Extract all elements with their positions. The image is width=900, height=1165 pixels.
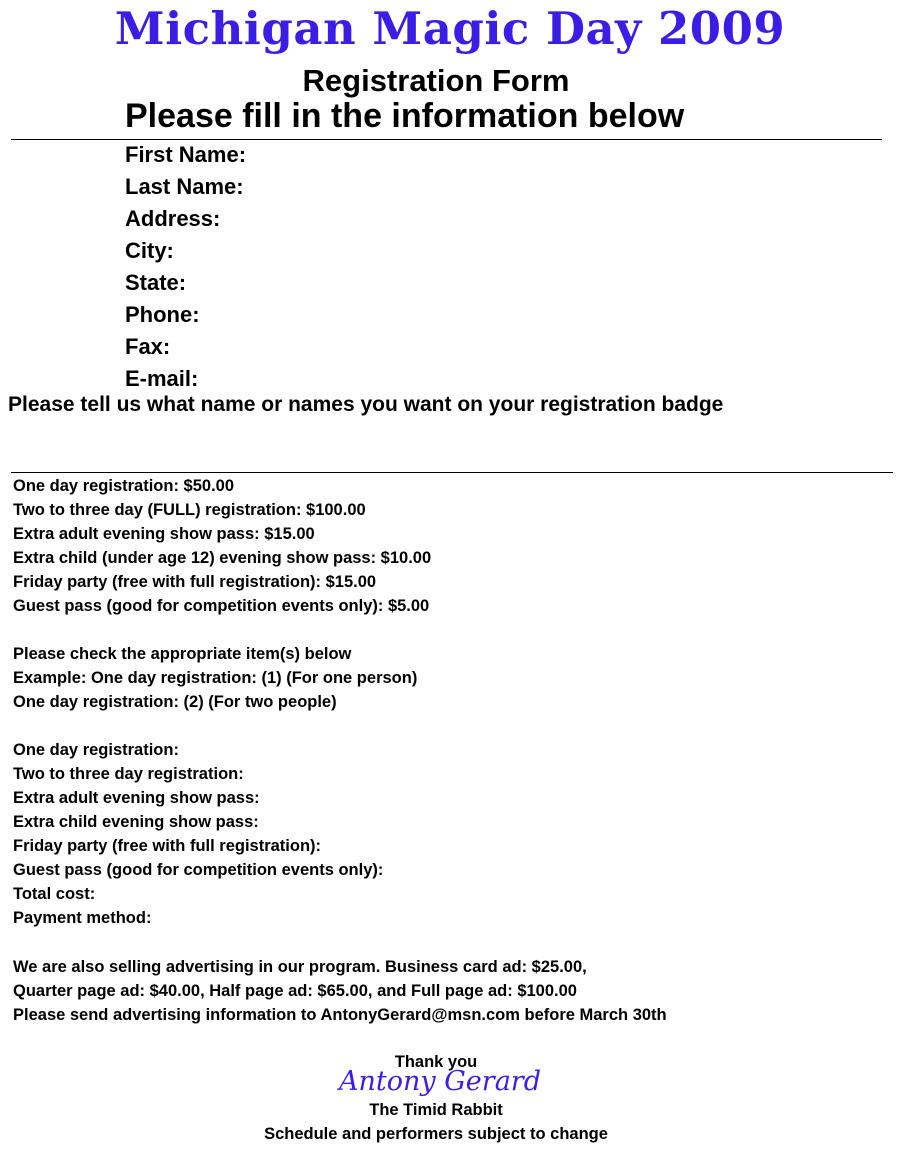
header-divider <box>11 139 882 140</box>
payment-method-label: Payment method: <box>13 909 152 927</box>
price-item: Friday party (free with full registration): $15.00 <box>13 573 377 591</box>
signer-title: The Timid Rabbit <box>369 1101 503 1119</box>
price-item: Two to three day (FULL) registration: $100.00 <box>13 501 366 519</box>
first-name-label: First Name: <box>125 142 247 167</box>
event-title: Michigan Magic Day 2009 <box>114 2 786 55</box>
schedule-disclaimer: Schedule and performers subject to change <box>264 1125 608 1143</box>
last-name-label: Last Name: <box>125 174 244 199</box>
total-cost-label: Total cost: <box>13 885 96 903</box>
signature: Antony Gerard <box>339 1066 541 1097</box>
section-divider <box>11 472 893 473</box>
price-item: Extra adult evening show pass: $15.00 <box>13 525 315 543</box>
thank-you-text: Thank you <box>394 1053 478 1071</box>
order-item: One day registration: <box>13 741 179 759</box>
order-item: Guest pass (good for competition events only): <box>13 861 384 879</box>
price-item: Extra child (under age 12) evening show pass: $10.00 <box>13 549 432 567</box>
badge-name-prompt: Please tell us what name or names you want on your registration badge <box>8 393 724 416</box>
price-item: One day registration: $50.00 <box>13 477 235 495</box>
form-subtitle: Registration Form <box>302 63 570 98</box>
advertising-text: We are also selling advertising in our program. Business card ad: $25.00, <box>13 958 587 976</box>
email-label: E-mail: <box>125 366 199 391</box>
check-instruction: Please check the appropriate item(s) below <box>13 645 352 663</box>
form-instruction: Please fill in the information below <box>125 97 685 135</box>
advertising-text: Quarter page ad: $40.00, Half page ad: $65.00, and Full page ad: $100.00 <box>13 982 577 1000</box>
order-item: Extra adult evening show pass: <box>13 789 260 807</box>
fax-label: Fax: <box>125 334 171 359</box>
advertising-text: Please send advertising information to AntonyGerard@msn.com before March 30th <box>13 1006 667 1024</box>
city-label: City: <box>125 238 174 263</box>
check-example: One day registration: (2) (For two people) <box>13 693 337 711</box>
price-item: Guest pass (good for competition events only): $5.00 <box>13 597 430 615</box>
check-example: Example: One day registration: (1) (For one person) <box>13 669 418 687</box>
phone-label: Phone: <box>125 302 200 327</box>
address-label: Address: <box>125 206 221 231</box>
order-item: Two to three day registration: <box>13 765 244 783</box>
order-item: Extra child evening show pass: <box>13 813 259 831</box>
order-item: Friday party (free with full registration): <box>13 837 322 855</box>
state-label: State: <box>125 270 187 295</box>
